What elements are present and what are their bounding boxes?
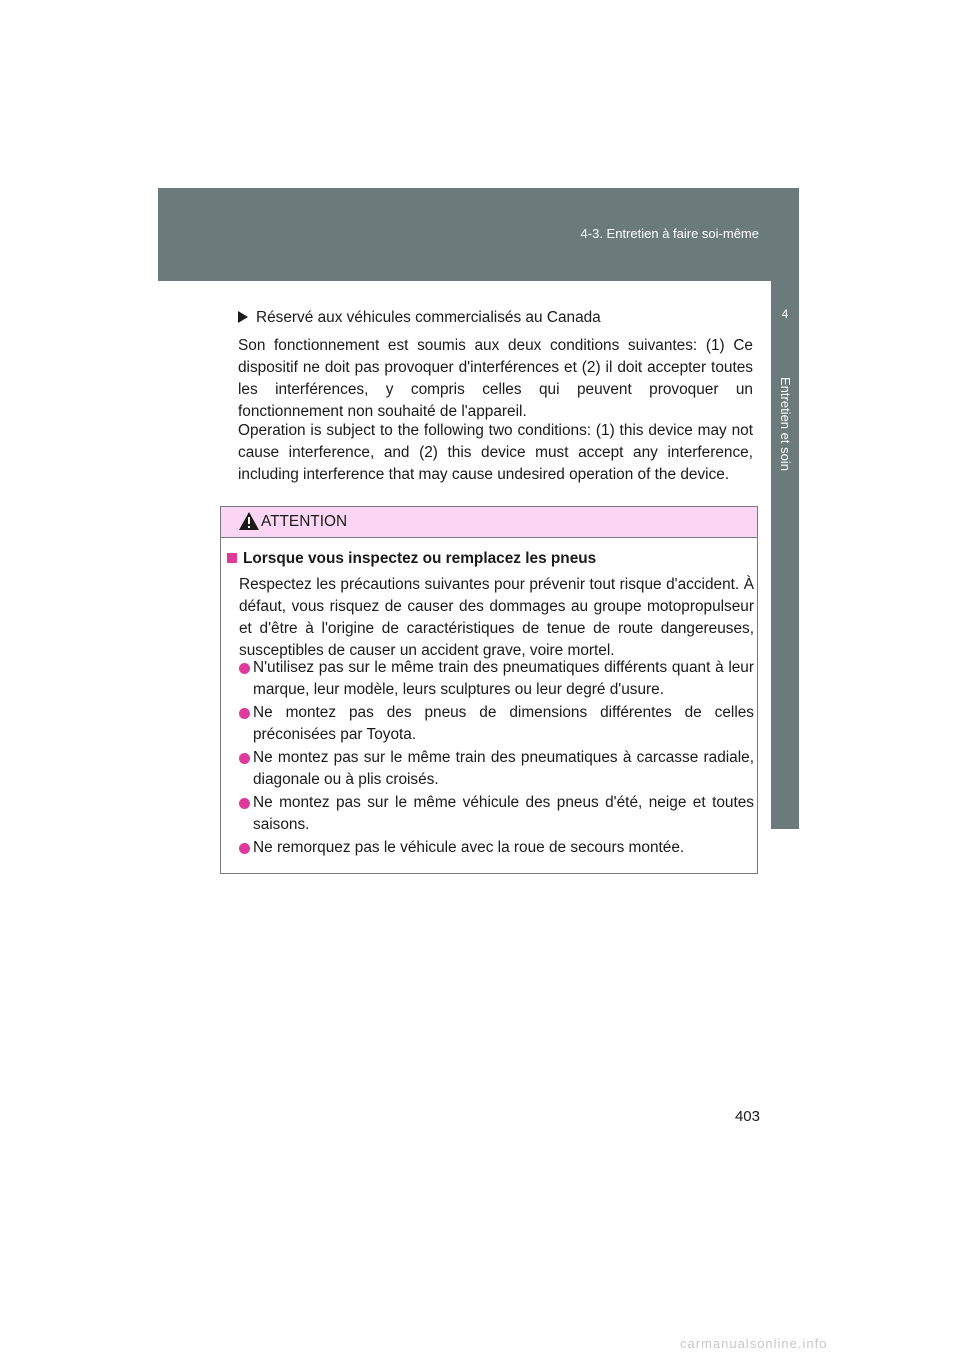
bullet-dot-icon: [239, 753, 250, 764]
warning-box: [220, 506, 758, 874]
square-bullet-icon: [227, 553, 237, 563]
list-item-text: Ne montez pas des pneus de dimensions différentes de celles préconisées par Toyota.: [253, 704, 754, 743]
canada-heading-text: Réservé aux véhicules commercialisés au Canada: [256, 309, 601, 326]
list-item-text: Ne montez pas sur le même train des pneumatiques à carcasse radiale, diagonale ou à plis croisés.: [253, 749, 754, 788]
section-title: 4-3. Entretien à faire soi-même: [580, 226, 759, 241]
list-item: [239, 792, 754, 836]
chapter-number: 4: [781, 307, 789, 321]
header-band: [158, 188, 799, 281]
list-item: [239, 657, 754, 701]
warning-header: [221, 507, 757, 538]
bullet-dot-icon: [239, 843, 250, 854]
canada-heading: [238, 307, 601, 329]
chapter-side-tab: [771, 281, 799, 829]
warning-heading: [227, 548, 596, 570]
watermark: carmanualsonline.info: [680, 1336, 828, 1351]
list-item: [239, 747, 754, 791]
list-item-text: Ne montez pas sur le même véhicule des pneus d'été, neige et toutes saisons.: [253, 794, 754, 833]
page-number: 403: [734, 1108, 760, 1125]
list-item-text: Ne remorquez pas le véhicule avec la roue de secours montée.: [253, 839, 685, 856]
chapter-label: Entretien et soin: [778, 377, 793, 471]
list-item: [239, 837, 754, 859]
list-item: [239, 702, 754, 746]
warning-title: ATTENTION: [261, 513, 348, 530]
bullet-dot-icon: [239, 663, 250, 674]
warning-heading-text: Lorsque vous inspectez ou remplacez les pneus: [243, 550, 597, 567]
triangle-marker-icon: [238, 311, 248, 323]
warning-triangle-icon: [238, 511, 260, 531]
paragraph-french: Son fonctionnement est soumis aux deux conditions suivantes: (1) Ce dispositif ne doit pas provoquer d'interférences et (2) il doit accepter toutes les interférences, y compris celles qui peuvent provoquer un fonctionnement non souhaité de l'appareil.: [238, 337, 753, 420]
list-item-text: N'utilisez pas sur le même train des pneumatiques différents quant à leur marque, leur modèle, leurs sculptures ou leur degré d'usure.: [253, 659, 754, 698]
bullet-dot-icon: [239, 798, 250, 809]
warning-intro: Respectez les précautions suivantes pour prévenir tout risque d'accident. À défaut, vous risquez de causer des dommages au groupe motopropulseur et d'être à l'origine de caractéristiques de tenue de route dangereuses, susceptibles de causer un accident grave, voire mortel.: [239, 576, 754, 659]
bullet-dot-icon: [239, 708, 250, 719]
paragraph-english: Operation is subject to the following two conditions: (1) this device may not cause interference, and (2) this device must accept any interference, including interference that may cause undesired operation of the device.: [238, 422, 753, 483]
